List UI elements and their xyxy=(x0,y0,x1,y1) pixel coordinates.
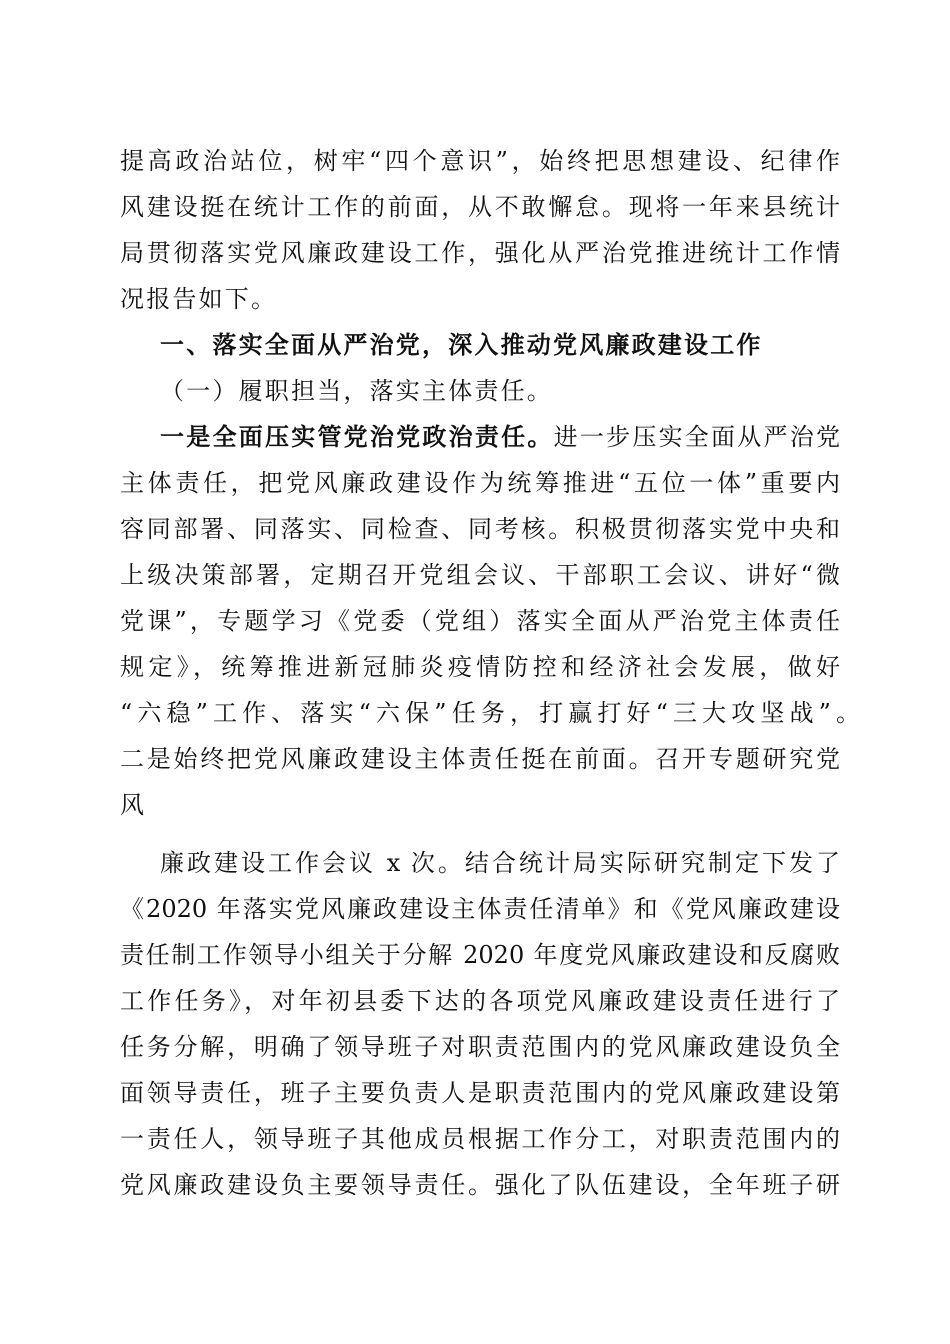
section-heading: 一、落实全面从严治党，深入推动党风廉政建设工作 xyxy=(160,331,763,359)
body-line: 责任制工作领导小组关于分解 2020 年度党风廉政建设和反腐败 xyxy=(120,941,840,969)
body-line: 党风廉政建设负主要领导责任。强化了队伍建设，全年班子研 xyxy=(120,1171,840,1199)
body-line: 党课”，专题学习《党委（党组）落实全面从严治党主体责任 xyxy=(120,607,840,635)
subsection-heading: （一）履职担当，落实主体责任。 xyxy=(160,377,553,405)
body-line: 上级决策部署，定期召开党组会议、干部职工会议、讲好“微 xyxy=(120,561,840,589)
body-line: 况报告如下。 xyxy=(120,285,278,313)
paragraph-first-line xyxy=(160,417,840,457)
lead-phrase: 一是全面压实管党治党政治责任。 xyxy=(160,423,554,451)
body-line: 工作任务》，对年初县委下达的各项党风廉政建设责任进行了 xyxy=(120,987,840,1015)
body-line: 《2020 年落实党风廉政建设主体责任清单》和《党风廉政建设 xyxy=(120,895,840,923)
body-line: 容同部署、同落实、同检查、同考核。积极贯彻落实党中央和 xyxy=(120,515,840,543)
body-line: 一责任人，领导班子其他成员根据工作分工，对职责范围内的 xyxy=(120,1125,840,1153)
body-line: 规定》，统筹推进新冠肺炎疫情防控和经济社会发展，做好 xyxy=(120,653,840,681)
body-line: 风建设挺在统计工作的前面，从不敢懈怠。现将一年来县统计 xyxy=(120,193,840,221)
body-line: 廉政建设工作会议 x 次。结合统计局实际研究制定下发了 xyxy=(160,849,840,877)
body-line: 提高政治站位，树牢“四个意识”，始终把思想建设、纪律作 xyxy=(120,147,840,175)
body-line: 局贯彻落实党风廉政建设工作，强化从严治党推进统计工作情 xyxy=(120,239,840,267)
body-line: 面领导责任，班子主要负责人是职责范围内的党风廉政建设第 xyxy=(120,1079,840,1107)
body-line: 风 xyxy=(120,791,147,819)
body-line: 主体责任，把党风廉政建设作为统筹推进“五位一体”重要内 xyxy=(120,469,840,497)
body-line: 二是始终把党风廉政建设主体责任挺在前面。召开专题研究党 xyxy=(120,745,840,773)
body-line: “六稳”工作、落实“六保”任务，打赢打好“三大攻坚战”。 xyxy=(120,699,860,727)
body-line: 任务分解，明确了领导班子对职责范围内的党风廉政建设负全 xyxy=(120,1033,840,1061)
lead-continuation: 进一步压实全面从严治党 xyxy=(553,423,841,451)
